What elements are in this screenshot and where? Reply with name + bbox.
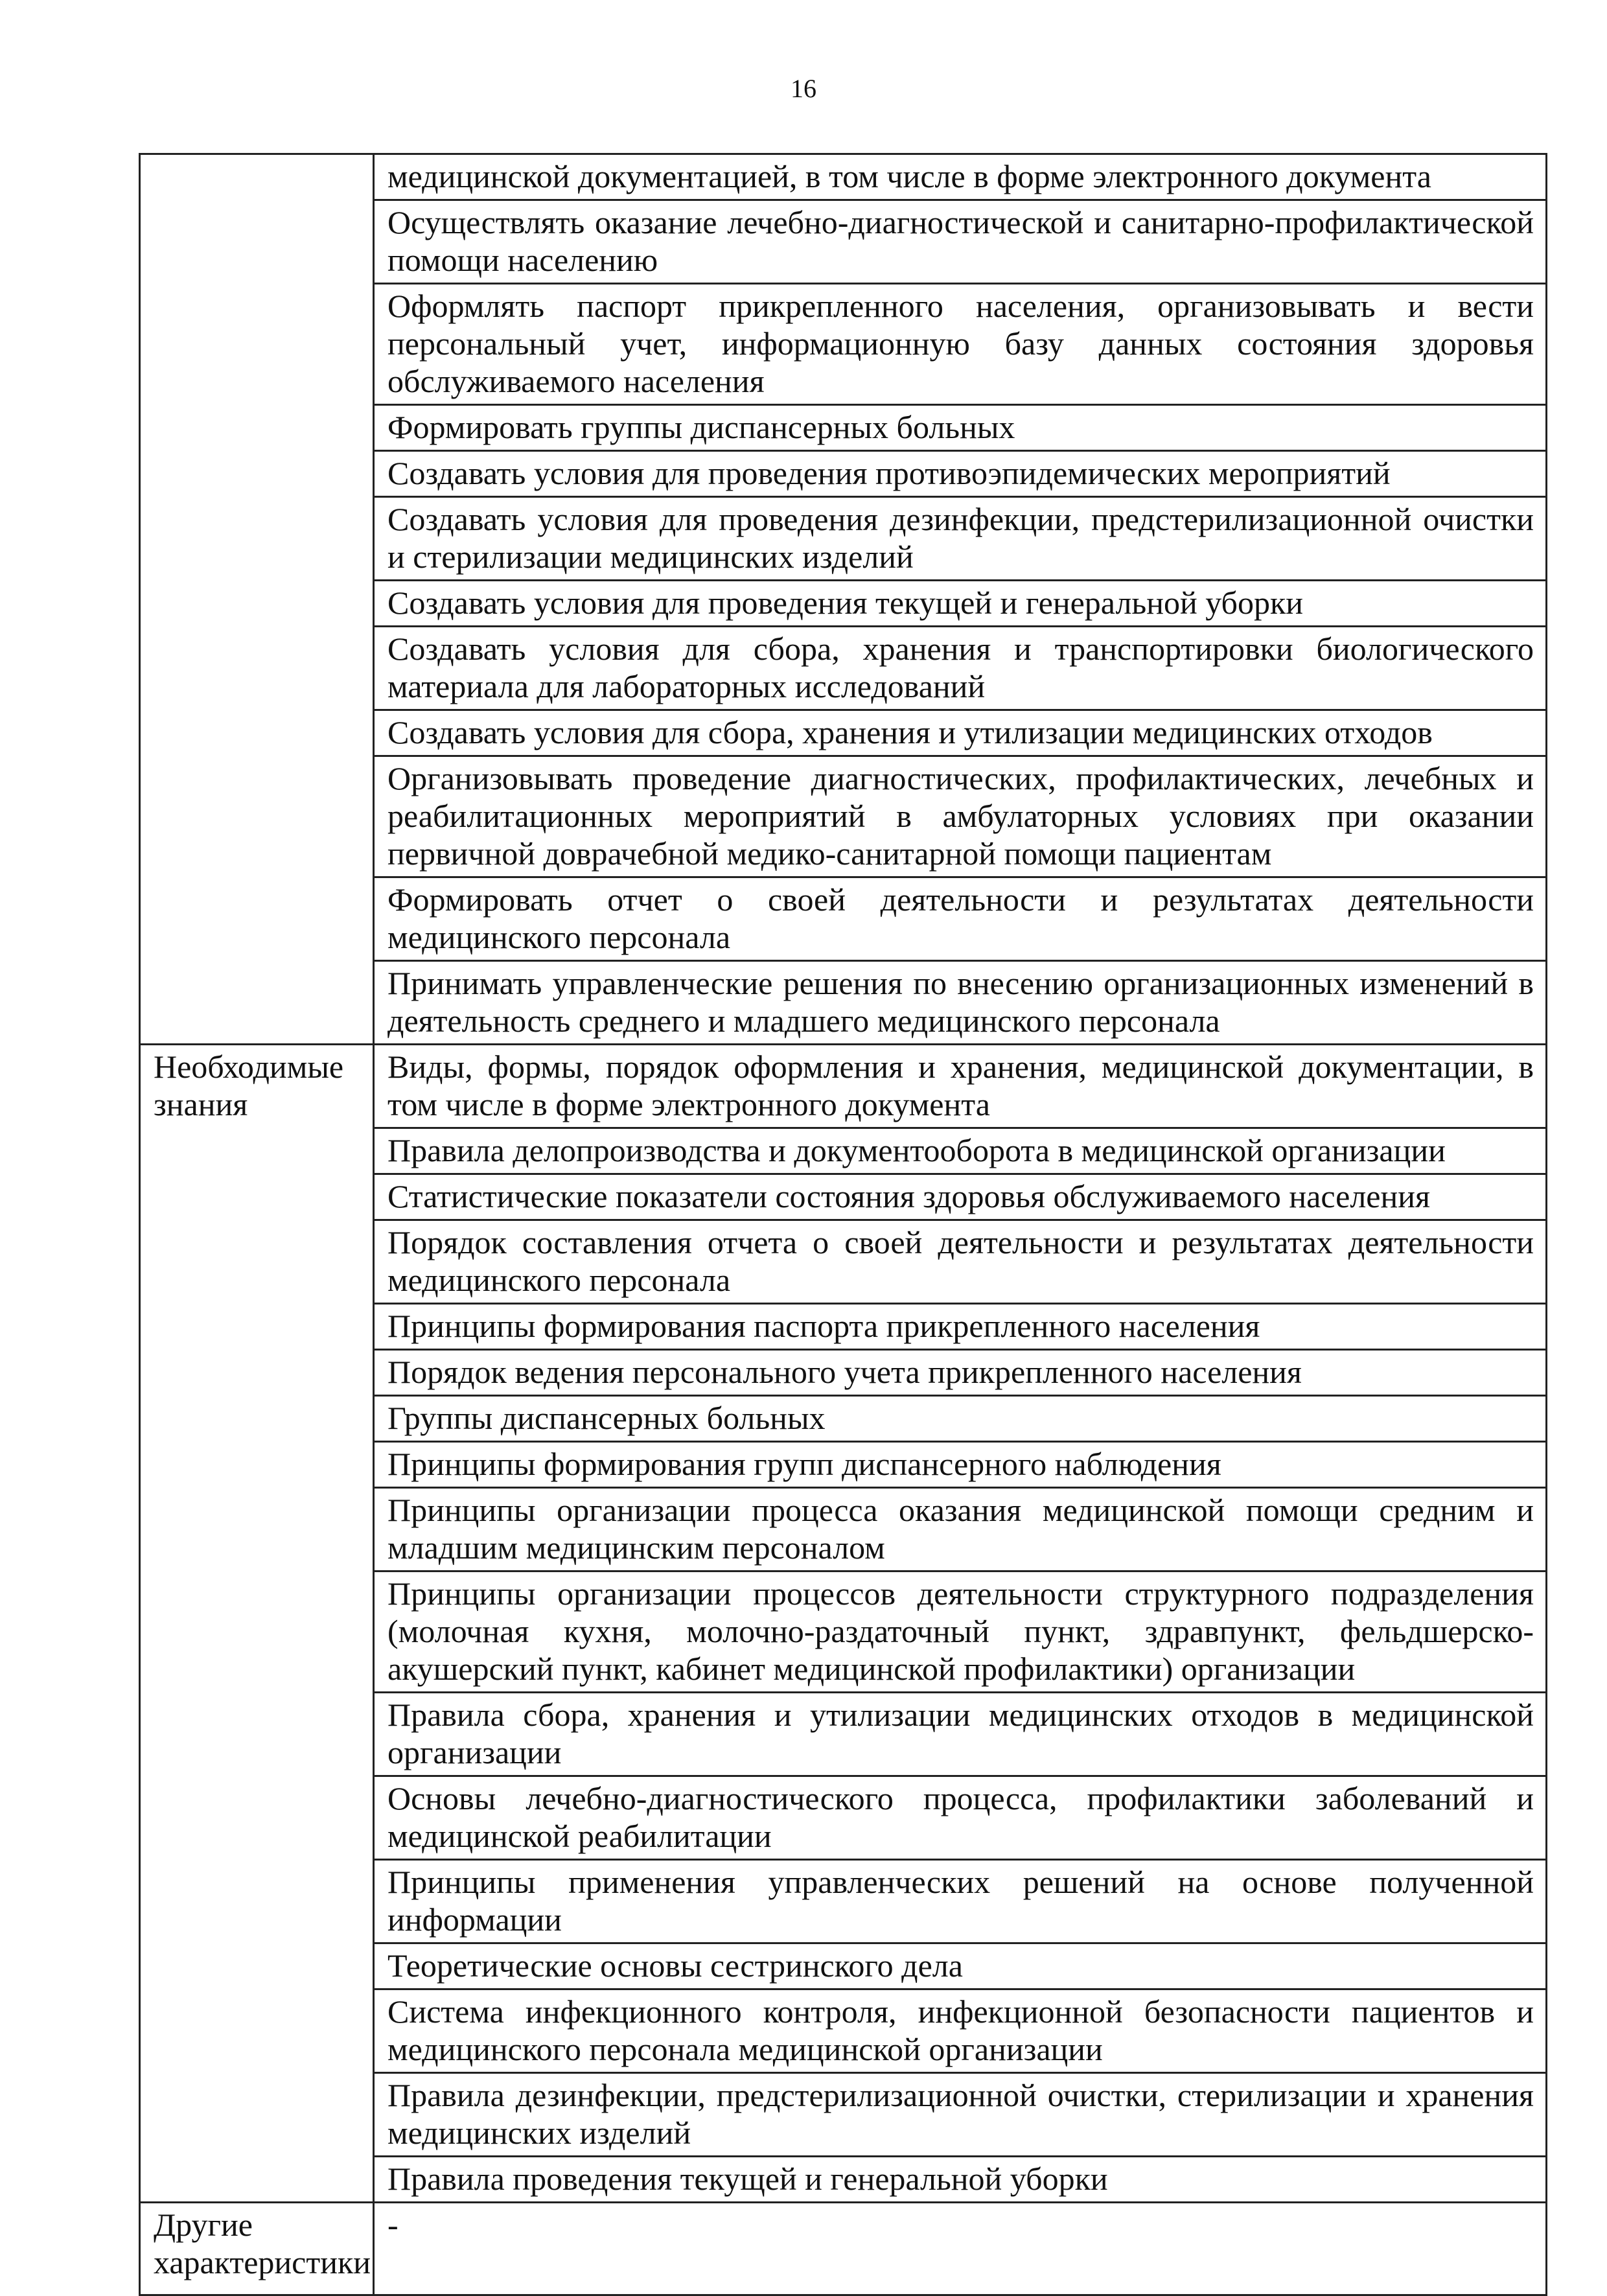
skill-item: Принимать управленческие решения по внесению организационных изменений в деятельность среднего и младшего медицинского персонала xyxy=(374,961,1547,1045)
section-label-spacer xyxy=(140,1304,374,1350)
requirements-table xyxy=(139,153,1547,2296)
table-row xyxy=(140,1045,1547,1128)
knowledge-item: Принципы организации процессов деятельности структурного подразделения (молочная кухня, молочно-раздаточный пункт, здравпункт, фельдшерско-акушерский пункт, кабинет медицинской профилактики) организации xyxy=(374,1571,1547,1693)
knowledge-item: Система инфекционного контроля, инфекционной безопасности пациентов и медицинского персонала медицинской организации xyxy=(374,1989,1547,2073)
knowledge-item: Правила делопроизводства и документооборота в медицинской организации xyxy=(374,1128,1547,1174)
section-label-empty xyxy=(140,710,374,756)
table-row xyxy=(140,1571,1547,1693)
section-label-spacer xyxy=(140,2157,374,2203)
page-number: 16 xyxy=(791,74,816,103)
table-row xyxy=(140,284,1547,405)
knowledge-item: Принципы применения управленческих решений на основе полученной информации xyxy=(374,1860,1547,1943)
section-label-spacer xyxy=(140,1693,374,1776)
table-body xyxy=(140,154,1547,2295)
section-label-empty xyxy=(140,627,374,710)
table-row xyxy=(140,627,1547,710)
table-row xyxy=(140,1350,1547,1396)
knowledge-item: Принципы формирования групп диспансерного наблюдения xyxy=(374,1442,1547,1488)
knowledge-item: Порядок ведения персонального учета прикрепленного населения xyxy=(374,1350,1547,1396)
section-label-empty xyxy=(140,497,374,581)
knowledge-item: Группы диспансерных больных xyxy=(374,1396,1547,1442)
knowledge-item: Правила дезинфекции, предстерилизационной очистки, стерилизации и хранения медицинских изделий xyxy=(374,2073,1547,2157)
section-label-empty xyxy=(140,877,374,961)
skill-item: Формировать отчет о своей деятельности и результатах деятельности медицинского персонала xyxy=(374,877,1547,961)
table-row xyxy=(140,1304,1547,1350)
knowledge-item: Правила проведения текущей и генеральной уборки xyxy=(374,2157,1547,2203)
section-label-empty xyxy=(140,154,374,200)
table-row xyxy=(140,1860,1547,1943)
section-label-other: Другие характеристики xyxy=(140,2203,374,2295)
table-row xyxy=(140,1220,1547,1304)
skill-item: Создавать условия для сбора, хранения и утилизации медицинских отходов xyxy=(374,710,1547,756)
table-row xyxy=(140,405,1547,451)
section-label-spacer xyxy=(140,1442,374,1488)
knowledge-item: Виды, формы, порядок оформления и хранения, медицинской документации, в том числе в форме электронного документа xyxy=(374,1045,1547,1128)
knowledge-item: Порядок составления отчета о своей деятельности и результатах деятельности медицинского персонала xyxy=(374,1220,1547,1304)
skill-item: Создавать условия для сбора, хранения и транспортировки биологического материала для лабораторных исследований xyxy=(374,627,1547,710)
table-row xyxy=(140,2203,1547,2295)
section-label-knowledge: Необходимые знания xyxy=(140,1045,374,1128)
section-label-empty xyxy=(140,405,374,451)
table-row xyxy=(140,1128,1547,1174)
section-label-empty xyxy=(140,451,374,497)
table-row xyxy=(140,497,1547,581)
table-row xyxy=(140,1442,1547,1488)
table-row xyxy=(140,1776,1547,1860)
section-label-spacer xyxy=(140,1488,374,1571)
section-label-spacer xyxy=(140,1396,374,1442)
section-label-spacer xyxy=(140,1571,374,1693)
table-row xyxy=(140,877,1547,961)
table-row xyxy=(140,1693,1547,1776)
table-row xyxy=(140,2073,1547,2157)
section-label-empty xyxy=(140,284,374,405)
table-row xyxy=(140,710,1547,756)
table-row xyxy=(140,1488,1547,1571)
section-label-spacer xyxy=(140,1128,374,1174)
table-row xyxy=(140,451,1547,497)
section-label-empty xyxy=(140,581,374,627)
section-label-spacer xyxy=(140,2073,374,2157)
knowledge-item: Правила сбора, хранения и утилизации медицинских отходов в медицинской организации xyxy=(374,1693,1547,1776)
table-row xyxy=(140,1943,1547,1989)
table-row xyxy=(140,1989,1547,2073)
section-label-spacer xyxy=(140,1220,374,1304)
knowledge-item: Принципы формирования паспорта прикрепленного населения xyxy=(374,1304,1547,1350)
skill-item: Создавать условия для проведения противоэпидемических мероприятий xyxy=(374,451,1547,497)
section-label-spacer xyxy=(140,1943,374,1989)
section-label-spacer xyxy=(140,1174,374,1220)
knowledge-item: Статистические показатели состояния здоровья обслуживаемого населения xyxy=(374,1174,1547,1220)
skill-item: Оформлять паспорт прикрепленного населения, организовывать и вести персональный учет, информационную базу данных состояния здоровья обслуживаемого населения xyxy=(374,284,1547,405)
skill-item: Осуществлять оказание лечебно-диагностической и санитарно-профилактической помощи населению xyxy=(374,200,1547,284)
skill-item: медицинской документацией, в том числе в форме электронного документа xyxy=(374,154,1547,200)
skill-item: Организовывать проведение диагностических, профилактических, лечебных и реабилитационных мероприятий в амбулаторных условиях при оказании первичной доврачебной медико-санитарной помощи пациентам xyxy=(374,756,1547,877)
section-label-spacer xyxy=(140,1776,374,1860)
table-row xyxy=(140,2157,1547,2203)
table-row xyxy=(140,1396,1547,1442)
knowledge-item: Теоретические основы сестринского дела xyxy=(374,1943,1547,1989)
other-characteristics-value: - xyxy=(374,2203,1547,2295)
skill-item: Формировать группы диспансерных больных xyxy=(374,405,1547,451)
section-label-spacer xyxy=(140,1350,374,1396)
table-row xyxy=(140,154,1547,200)
knowledge-item: Основы лечебно-диагностического процесса, профилактики заболеваний и медицинской реабилитации xyxy=(374,1776,1547,1860)
table-row xyxy=(140,200,1547,284)
section-label-empty xyxy=(140,756,374,877)
section-label-empty xyxy=(140,200,374,284)
section-label-spacer xyxy=(140,1860,374,1943)
table-row xyxy=(140,756,1547,877)
skill-item: Создавать условия для проведения текущей и генеральной уборки xyxy=(374,581,1547,627)
table-row xyxy=(140,1174,1547,1220)
table-row xyxy=(140,961,1547,1045)
knowledge-item: Принципы организации процесса оказания медицинской помощи средним и младшим медицинским персоналом xyxy=(374,1488,1547,1571)
skill-item: Создавать условия для проведения дезинфекции, предстерилизационной очистки и стерилизации медицинских изделий xyxy=(374,497,1547,581)
section-label-empty xyxy=(140,961,374,1045)
section-label-spacer xyxy=(140,1989,374,2073)
table-row xyxy=(140,581,1547,627)
